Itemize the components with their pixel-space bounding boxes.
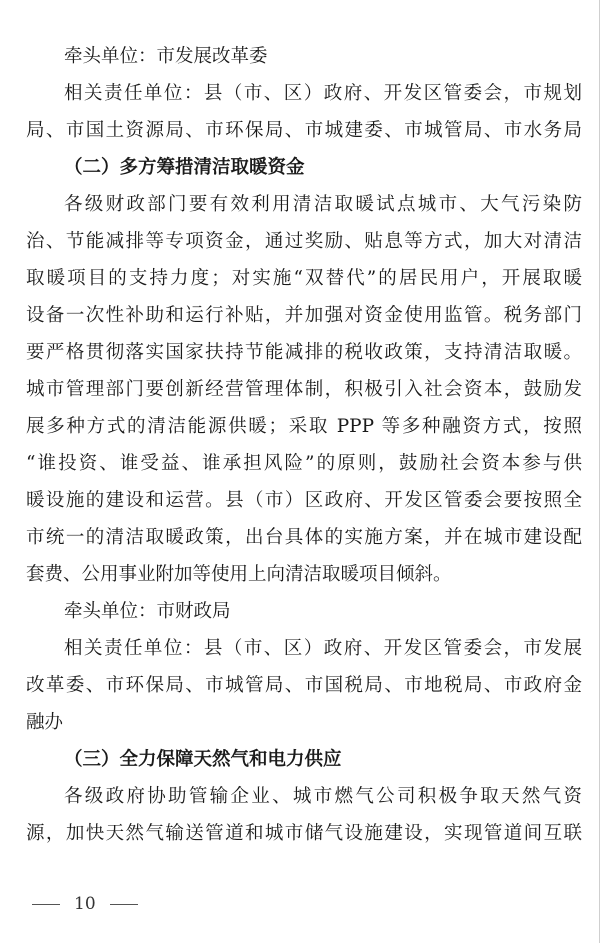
text-line: 各级政府协助管输企业、城市燃气公司积极争取天然气资	[64, 786, 582, 807]
page-footer	[32, 893, 138, 915]
page-number: 10	[74, 894, 96, 914]
footer-dash-left	[32, 904, 60, 905]
text-line: 暖设施的建设和运营。县（市）区政府、开发区管委会要按照全	[26, 490, 582, 511]
text-line: 城市管理部门要创新经营管理体制，积极引入社会资本，鼓励发	[26, 379, 582, 400]
text-line: 展多种方式的清洁能源供暖；采取 PPP 等多种融资方式，按照	[26, 416, 582, 437]
text-line: 设备一次性补助和运行补贴，并加强对资金使用监管。税务部门	[26, 305, 582, 326]
text-line: 牵头单位：市发展改革委	[64, 46, 268, 67]
footer-dash-right	[110, 904, 138, 905]
text-line: 源，加快天然气输送管道和城市储气设施建设，实现管道间互联	[26, 823, 582, 844]
text-line: 要严格贯彻落实国家扶持节能减排的税收政策，支持清洁取暖。	[26, 342, 582, 363]
text-line: 相关责任单位：县（市、区）政府、开发区管委会，市规划	[64, 83, 582, 104]
text-line: 治、节能减排等专项资金，通过奖励、贴息等方式，加大对清洁	[26, 231, 582, 252]
text-line: 取暖项目的支持力度；对实施“双替代”的居民用户，开展取暖	[26, 268, 582, 289]
document-body	[26, 38, 582, 852]
text-line: 相关责任单位：县（市、区）政府、开发区管委会，市发展	[64, 638, 582, 659]
text-line: 局、市国土资源局、市环保局、市城建委、市城管局、市水务局	[26, 120, 582, 141]
text-line: 套费、公用事业附加等使用上向清洁取暖项目倾斜。	[26, 564, 452, 585]
section-heading: （三）全力保障天然气和电力供应	[64, 749, 342, 770]
section-heading: （二）多方筹措清洁取暖资金	[64, 157, 305, 178]
text-line: 市统一的清洁取暖政策，出台具体的实施方案，并在城市建设配	[26, 527, 582, 548]
text-line: 改革委、市环保局、市城管局、市国税局、市地税局、市政府金	[26, 675, 582, 696]
text-line: 牵头单位：市财政局	[64, 601, 231, 622]
text-line: 各级财政部门要有效利用清洁取暖试点城市、大气污染防	[64, 194, 582, 215]
text-line: 融办	[26, 712, 64, 733]
text-line: “谁投资、谁受益、谁承担风险”的原则，鼓励社会资本参与供	[26, 453, 582, 474]
